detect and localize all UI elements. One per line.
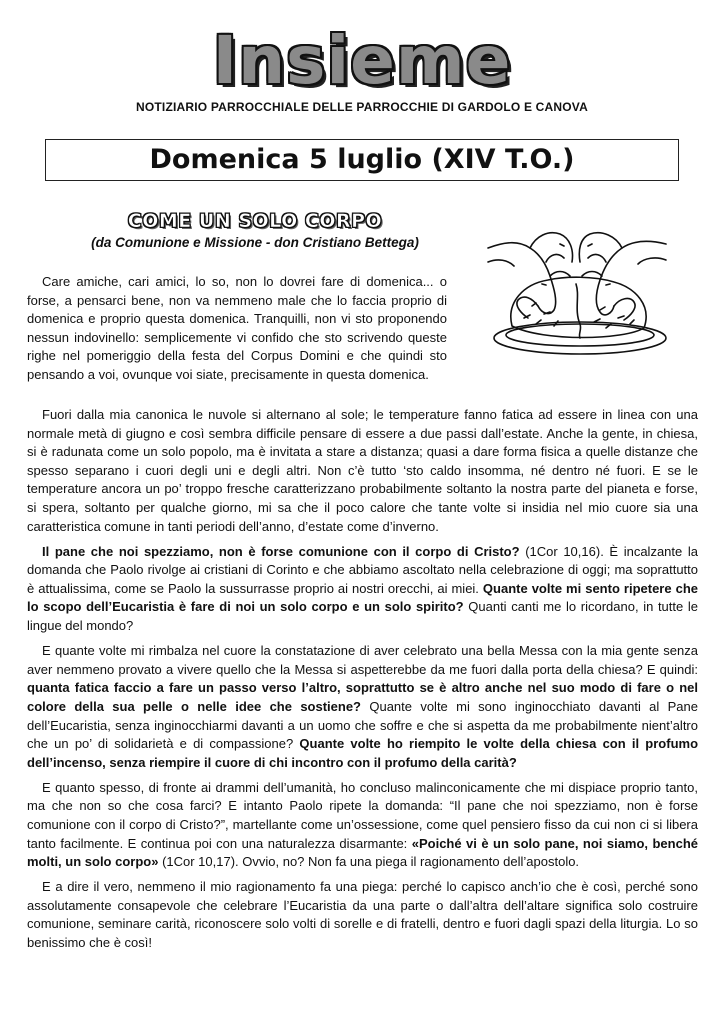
text-span: (1Cor 10,17). Ovvio, no? Non fa una piega il ragionamento dell’apostolo. [158, 854, 580, 870]
masthead [0, 22, 724, 99]
paragraph-6: E a dire il vero, nemmeno il mio ragionamento fa una piega: perché lo capisco anch’io che è così, perché sono assolutamente consapevole che celebrare l’Eucaristia da una parte o dall’altra dell’altare significa solo costruire comunione, seminare carità, riconoscere solo volti di sorelle e di fratelli, dentro e fuori dagli spazi della liturgia. Lo so benissimo che è così! [27, 879, 698, 951]
article-intro [27, 273, 447, 391]
article-source: (da Comunione e Missione - don Cristiano Bettega) [91, 235, 419, 250]
masthead-subtitle: NOTIZIARIO PARROCCHIALE DELLE PARROCCHIE DI GARDOLO E CANOVA [135, 100, 588, 114]
bold-quote: Quante volte ho riempito le volte della chiesa con il profumo dell’incenso, senza riempire il cuore di chi incontro con il profumo della carità? [27, 736, 699, 770]
text-span: (1Cor 10,16). È incalzante la domanda che Paolo rivolge ai cristiani di Corinto e che abbiamo ascoltato nella celebrazione di oggi; ma soprattutto è attualissima, come se Paolo la sussurrasse proprio ai nostri orecchi, ai miei. [27, 543, 698, 596]
paragraph-5 [27, 779, 698, 872]
bold-quote: Il pane che noi spezziamo, non è forse comunione con il corpo di Cristo? [42, 543, 520, 559]
intro-paragraph: Care amiche, cari amici, lo so, non lo dovrei fare di domenica... o forse, a pensarci bene, non va nemmeno male che lo faccia proprio di domenica e proprio questa domenica. Tranquilli, non vi sto proponendo nessun indovinello: semplicemente vi confido che sto scrivendo queste righe nel pomeriggio della festa del Corpus Domini e che quindi sto pensando a voi, ovunque voi siate, precisamente in questa domenica. [27, 274, 447, 382]
text-span: E quanto spesso, di fronte ai drammi dell’umanità, ho concluso malinconicamente che mi dispiace proprio tanto, ma che non so che cosa farci? E intanto Paolo ripete la domanda: “Il pane che noi spezziamo, non è forse comunione con il corpo di Cristo?”, martellante come un’ossessione, come quel pensiero fisso da cui non ci si libera tanto facilmente. E continua poi con una naturalezza disarmante: [27, 779, 698, 851]
date-heading: Domenica 5 luglio (XIV T.O.) [45, 139, 679, 181]
hands-breaking-bread-icon [484, 214, 670, 366]
masthead-title: Insieme [212, 22, 512, 99]
article-title: COME UN SOLO CORPO [127, 210, 383, 232]
paragraph-3 [27, 543, 698, 636]
bold-quote: «Poiché vi è un solo pane, noi siamo, benché molti, un solo corpo» [27, 835, 698, 870]
paragraph-4 [27, 642, 698, 772]
paragraph-2: Fuori dalla mia canonica le nuvole si alternano al sole; le temperature fanno fatica ad essere in linea con una normale metà di giugno e così sembra difficile pensare di essere a due passi dall’estate. Anche la gente, in chiesa, si è radunata come un solo popolo, ma è invitata a stare a distanza; quasi a dare forma fisica a quelle distanze che spesso separano i cuori degli uni e degli altri. Non c’è tutto ‘sto caldo insomma, né dentro né fuori. E se le temperature ancora un po’ troppo fresche caratterizzano probabilmente soltanto la nostra parte del pianeta e forse, si spera, soltanto per qualche giorno, mi sa che il poco calore che tante volte si insidia nel mio cuore sia una caratteristica comune in tanti periodi dell’anno, d’estate come d’inverno. [27, 407, 698, 534]
article-body [27, 406, 698, 959]
text-span: Quanti canti me lo ricordano, in tutte le lingue del mondo? [27, 599, 699, 634]
text-span: Quante volte mi sono inginocchiato davanti al Pane dell’Eucaristia, senza inginocchiarmi davanti a un uomo che soffre e che si aspetta da me probabilmente nient’altro che un po’ di solidarietà e di compassione? [27, 698, 698, 752]
bold-quote: Quante volte mi sento ripetere che lo scopo dell’Eucaristia è fare di noi un solo corpo e un solo spirito? [27, 580, 698, 615]
text-span: E quante volte mi rimbalza nel cuore la constatazione di aver celebrato una bella Messa con la mia gente senza aver nemmeno provato a vivere quello che la Messa si aspetterebbe da me fuori dalla porta della chiesa? E quindi: [27, 643, 698, 677]
bold-quote: quanta fatica faccio a fare un passo verso l’altro, soprattutto se è altro anche nel suo modo di fare o nel colore della sua pelle o nelle idee che sostiene? [27, 680, 698, 714]
